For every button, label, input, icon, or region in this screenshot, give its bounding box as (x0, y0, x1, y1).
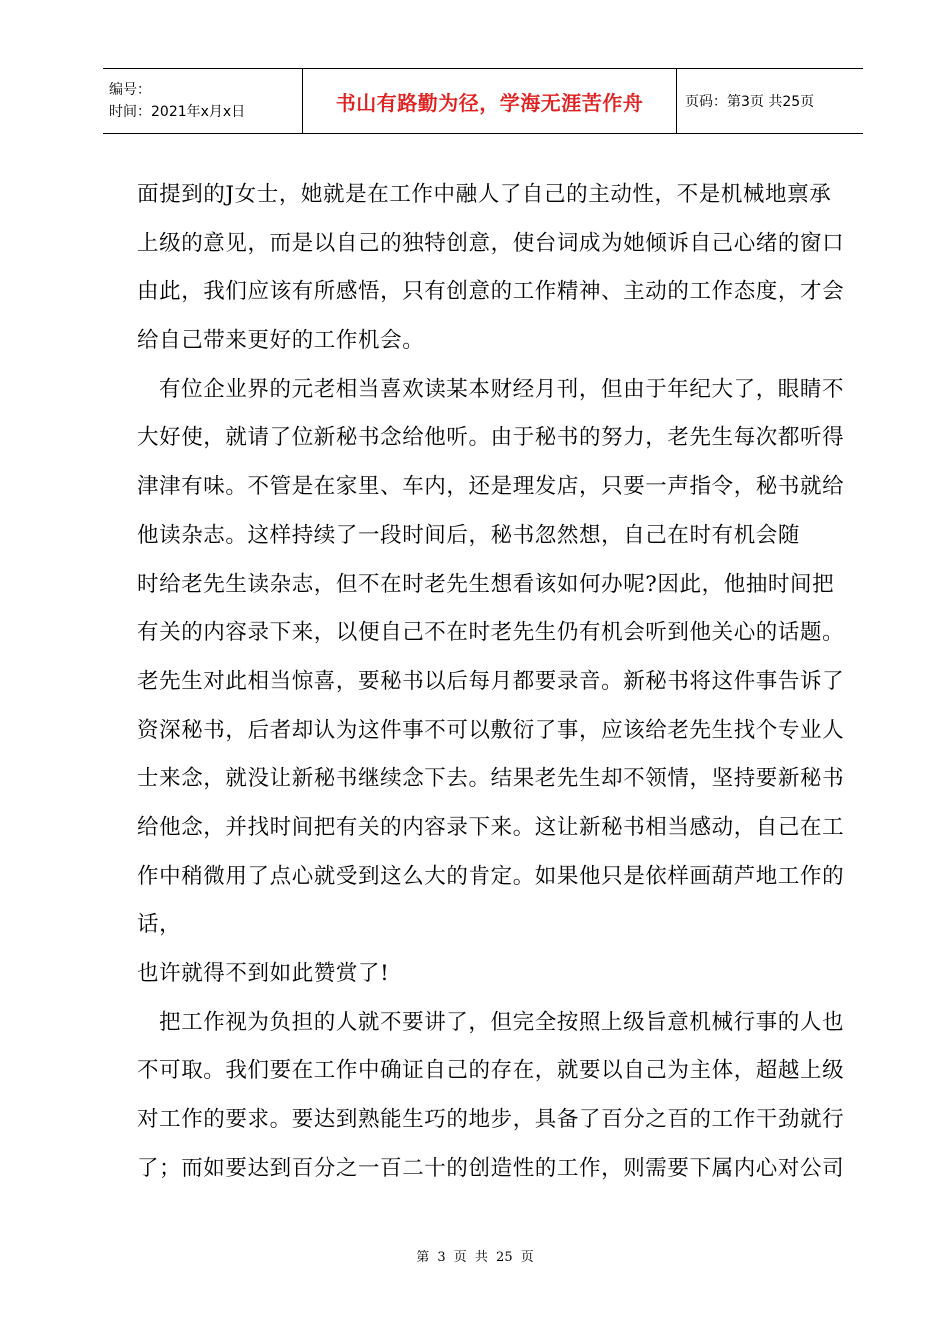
header-meta (103, 69, 303, 133)
body-line: 士来念，就没让新秘书继续念下去。结果老先生却不领情，坚持要新秘书 (137, 766, 845, 792)
body-line: 有位企业界的元老相当喜欢读某本财经月刊，但由于年纪大了，眼睛不 (159, 376, 845, 402)
body-line: 老先生对此相当惊喜，要秘书以后每月都要录音。新秘书将这件事告诉了 (137, 668, 845, 694)
body-line: 大好使，就请了位新秘书念给他听。由于秘书的努力，老先生每次都听得 (137, 425, 845, 451)
body-line: 作中稍微用了点心就受到这么大的肯定。如果他只是依样画葫芦地工作的 (137, 863, 845, 889)
body-line: 把工作视为负担的人就不要讲了，但完全按照上级旨意机械行事的人也 (159, 1009, 845, 1035)
body-line: 有关的内容录下来，以便自己不在时老先生仍有机会听到他关心的话题。 (137, 620, 845, 646)
body-line: 他读杂志。这样持续了一段时间后，秘书忽然想，自己在时有机会随 (137, 522, 801, 548)
body-line: 对工作的要求。要达到熟能生巧的地步，具备了百分之百的工作干劲就行 (137, 1107, 845, 1133)
body-line: 津津有味。不管是在家里、车内，还是理发店，只要一声指令，秘书就给 (137, 474, 845, 500)
body-line: 不可取。我们要在工作中确证自己的存在，就要以自己为主体，超越上级 (137, 1058, 845, 1084)
body-line: 上级的意见，而是以自己的独特创意，使台词成为她倾诉自己心绪的窗口 (137, 230, 845, 256)
body-line: 给他念，并找时间把有关的内容录下来。这让新秘书相当感动，自己在工 (137, 814, 845, 840)
body-line: 话， (137, 912, 182, 938)
body-line: 面提到的J女士，她就是在工作中融人了自己的主动性，不是机械地禀承 (137, 182, 832, 207)
header-page (677, 69, 863, 133)
document-body (137, 171, 859, 1193)
page-label: 页码：第3页 共25页 (685, 94, 815, 110)
motto-text: 书山有路勤为径，学海无涯苦作舟 (335, 90, 644, 115)
header-motto (303, 69, 677, 133)
body-line: 也许就得不到如此赞赏了! (137, 961, 390, 986)
document-header (103, 68, 863, 134)
body-line: 给自己带来更好的工作机会。 (137, 328, 425, 354)
body-line: 了；而如要达到百分之一百二十的创造性的工作，则需要下属内心对公司 (137, 1155, 845, 1181)
time-label: 时间：2021年x月x日 (109, 104, 246, 120)
body-line: 资深秘书，后者却认为这件事不可以敷衍了事，应该给老先生找个专业人 (137, 717, 845, 743)
serial-label: 编号： (109, 82, 151, 98)
body-line: 时给老先生读杂志，但不在时老先生想看该如何办呢?因此，他抽时间把 (137, 571, 835, 597)
body-line: 由此，我们应该有所感悟，只有创意的工作精神、主动的工作态度，才会 (137, 279, 845, 305)
page-footer (0, 1246, 950, 1265)
footer-page-number: 第 3 页 共 25 页 (416, 1250, 534, 1265)
